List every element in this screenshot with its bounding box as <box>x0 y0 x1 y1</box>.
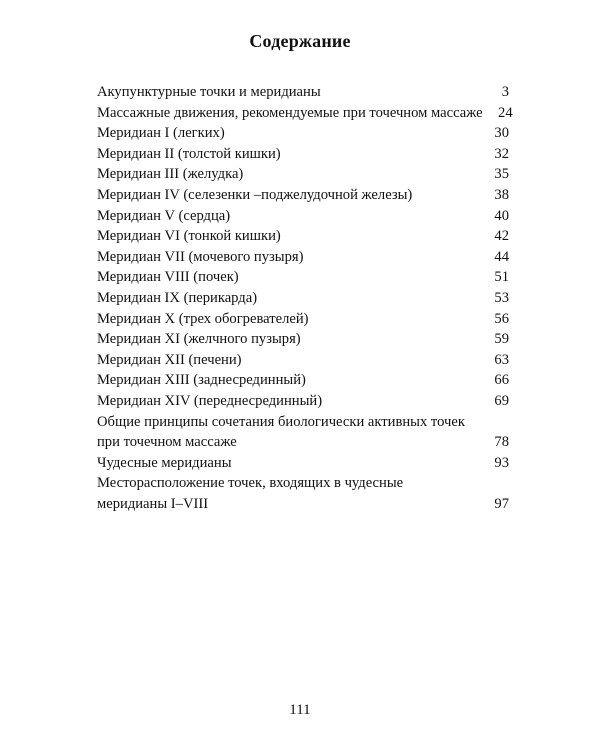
toc-entry-title <box>97 329 479 350</box>
toc-entry-title-line: Акупунктурные точки и меридианы <box>97 84 321 100</box>
toc-entry-title <box>97 164 479 185</box>
toc-entry <box>97 247 509 268</box>
toc-entry-title-line: Меридиан XIII (заднесрединный) <box>97 372 306 389</box>
toc-entry <box>97 288 509 309</box>
toc-entry-page: 3 <box>501 84 509 100</box>
toc-entry-title <box>97 309 479 330</box>
toc-entry-title-line: при точечном массаже <box>97 434 237 451</box>
toc-entry <box>97 144 509 165</box>
toc-entry <box>97 226 509 247</box>
toc-entry-page: 51 <box>494 269 509 286</box>
toc-entry <box>97 370 509 391</box>
page-number: 111 <box>289 702 311 718</box>
toc-entry-page: 78 <box>494 434 509 451</box>
toc-entry-title-line: Меридиан IX (перикарда) <box>97 289 258 306</box>
toc-entry-title-line: Меридиан III (желудка) <box>97 166 244 183</box>
toc-entry-title-line: Меридиан XIV (переднесрединный) <box>97 392 323 409</box>
toc-entry-page: 40 <box>494 207 509 224</box>
toc-entry-page: 38 <box>494 186 509 203</box>
toc-entry-title <box>97 185 479 206</box>
toc-entry <box>97 185 509 206</box>
toc-entry-title-line: меридианы I–VIII <box>97 495 209 512</box>
toc-entry-title-line: Меридиан I (легких) <box>97 125 225 142</box>
toc-entry-title <box>97 350 479 371</box>
toc-entry-page: 63 <box>494 351 509 368</box>
toc-entry <box>97 103 513 124</box>
toc-entry-page: 93 <box>494 454 509 471</box>
toc-entry-title <box>97 473 479 514</box>
toc-entry-page: 44 <box>494 248 509 265</box>
toc-entry-title-line: Меридиан VIII (почек) <box>97 269 239 286</box>
toc-entry-page: 97 <box>494 495 509 512</box>
toc-entry-title <box>97 103 483 124</box>
page-title: Содержание <box>249 31 351 51</box>
toc-entry-title-line: Меридиан VII (мочевого пузыря) <box>97 248 304 265</box>
toc-entry <box>97 206 509 227</box>
toc-entry <box>97 82 509 103</box>
toc-entry-title-line: Меридиан V (сердца) <box>97 207 231 224</box>
toc-entry-title <box>97 267 479 288</box>
toc-entry-title <box>97 123 479 144</box>
toc-entry <box>97 473 509 514</box>
toc-entry <box>97 412 509 453</box>
toc-entry-page: 32 <box>494 145 509 162</box>
toc-entry <box>97 391 509 412</box>
toc-entry <box>97 309 509 330</box>
toc-entry-title <box>97 206 479 227</box>
toc-entry-page: 66 <box>494 372 509 389</box>
toc-entry-page: 59 <box>494 331 509 348</box>
toc-entry <box>97 350 509 371</box>
toc-entry-page: 53 <box>494 289 509 306</box>
toc-entry-title <box>97 412 479 453</box>
toc-entry-title-line: Общие принципы сочетания биологически активных точек <box>97 413 465 430</box>
toc-entry-title-line: Меридиан X (трех обогревателей) <box>97 310 309 327</box>
toc-entry-title-line: Чудесные меридианы <box>97 454 232 471</box>
toc-entry-title <box>97 288 479 309</box>
toc-entry-title-line: Меридиан VI (тонкой кишки) <box>97 228 281 245</box>
toc-entry-title <box>97 247 479 268</box>
toc-entry-title <box>97 226 479 247</box>
toc-entry-title-line: Меридиан II (толстой кишки) <box>97 145 281 162</box>
toc-entry-page: 42 <box>494 228 509 245</box>
toc-entry-title <box>97 391 479 412</box>
toc-entry-page: 24 <box>498 104 513 121</box>
toc-entry-title <box>97 453 479 474</box>
toc-entry-page: 69 <box>494 392 509 409</box>
toc-entry <box>97 123 509 144</box>
toc-entry-page: 56 <box>494 310 509 327</box>
toc-entry <box>97 453 509 474</box>
toc-entry-title <box>97 82 479 103</box>
toc-entry-page: 30 <box>494 125 509 142</box>
toc-entry-title-line: Меридиан XI (желчного пузыря) <box>97 331 301 348</box>
toc-entry <box>97 267 509 288</box>
table-of-contents <box>97 82 513 514</box>
toc-entry-title-line: Месторасположение точек, входящих в чудесные <box>97 475 404 492</box>
toc-entry-title <box>97 144 479 165</box>
toc-entry-title-line: Массажные движения, рекомендуемые при точечном массаже <box>97 104 483 121</box>
toc-entry-title-line: Меридиан XII (печени) <box>97 351 242 368</box>
toc-entry <box>97 164 509 185</box>
toc-entry-page: 35 <box>494 166 509 183</box>
toc-entry-title-line: Меридиан IV (селезенки –поджелудочной железы) <box>97 186 413 203</box>
toc-entry <box>97 329 509 350</box>
toc-entry-title <box>97 370 479 391</box>
